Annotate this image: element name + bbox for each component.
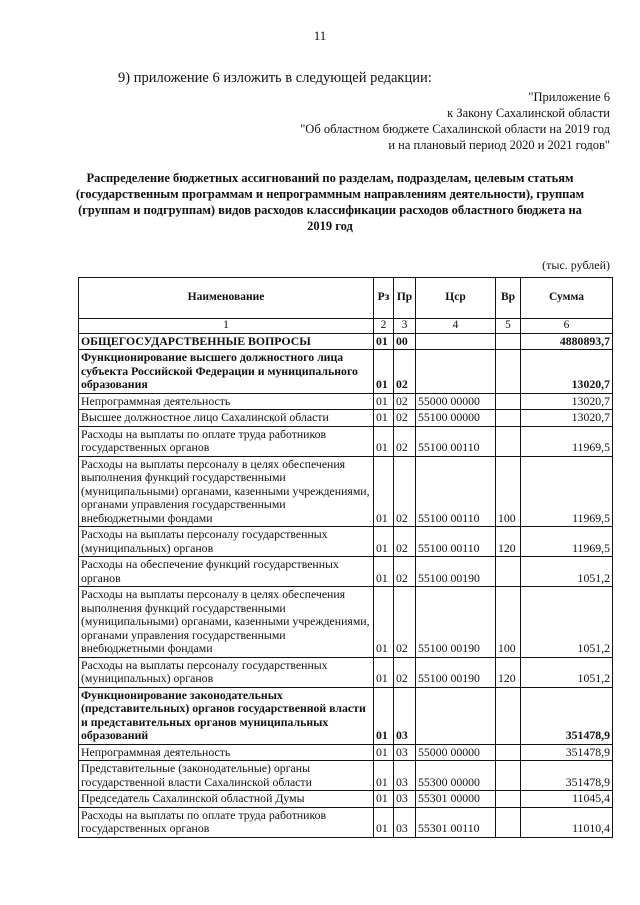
column-number: 5	[496, 319, 521, 334]
annex-line: "Приложение 6	[528, 90, 610, 104]
annex-line: "Об областном бюджете Сахалинской области на 2019 год	[300, 122, 610, 136]
table-body	[79, 333, 613, 837]
header-csr: Цср	[416, 278, 496, 319]
cell-name: Расходы на обеспечение функций государственных органов	[79, 557, 374, 587]
table-row	[79, 657, 613, 687]
cell-name: Высшее должностное лицо Сахалинской области	[79, 410, 374, 427]
column-number-row	[79, 319, 613, 334]
table-row	[79, 527, 613, 557]
cell-rz: 01	[374, 687, 394, 744]
cell-sum: 11969,5	[521, 456, 613, 527]
cell-csr: 55100 00110	[416, 456, 496, 527]
table-row	[79, 393, 613, 410]
column-number: 1	[79, 319, 374, 334]
cell-csr: 55100 00110	[416, 527, 496, 557]
cell-pr: 02	[394, 557, 416, 587]
cell-csr	[416, 687, 496, 744]
table-row	[79, 456, 613, 527]
cell-name: Представительные (законодательные) органы государственной власти Сахалинской области	[79, 761, 374, 791]
table-row	[79, 807, 613, 837]
cell-csr: 55000 00000	[416, 393, 496, 410]
cell-sum: 1051,2	[521, 557, 613, 587]
cell-sum: 351478,9	[521, 687, 613, 744]
cell-pr: 03	[394, 744, 416, 761]
cell-rz: 01	[374, 527, 394, 557]
cell-sum: 11010,4	[521, 807, 613, 837]
cell-csr: 55301 00000	[416, 791, 496, 808]
cell-csr	[416, 333, 496, 350]
cell-csr: 55100 00190	[416, 557, 496, 587]
cell-vr	[496, 807, 521, 837]
cell-rz: 01	[374, 426, 394, 456]
table-row	[79, 557, 613, 587]
cell-vr	[496, 557, 521, 587]
table-row	[79, 761, 613, 791]
table-row	[79, 410, 613, 427]
cell-pr: 03	[394, 791, 416, 808]
intro-text: 9) приложение 6 изложить в следующей редакции:	[118, 70, 432, 86]
table-row	[79, 687, 613, 744]
cell-sum: 11045,4	[521, 791, 613, 808]
cell-pr: 02	[394, 350, 416, 394]
cell-name: Функционирование законодательных (представительных) органов государственной власти и представительных органов муниципальных образований	[79, 687, 374, 744]
header-name: Наименование	[79, 278, 374, 319]
cell-rz: 01	[374, 410, 394, 427]
cell-pr: 02	[394, 657, 416, 687]
column-number: 4	[416, 319, 496, 334]
cell-sum: 351478,9	[521, 744, 613, 761]
cell-name: Расходы на выплаты персоналу в целях обеспечения выполнения функций государственными (муниципальными) органами, казенными учреждениями, органами управления государственными внебюджетными фондами	[79, 587, 374, 658]
cell-vr	[496, 761, 521, 791]
cell-vr	[496, 350, 521, 394]
cell-name: Непрограммная деятельность	[79, 393, 374, 410]
budget-table	[78, 277, 613, 838]
cell-rz: 01	[374, 350, 394, 394]
column-number: 3	[394, 319, 416, 334]
cell-name: Расходы на выплаты персоналу государственных (муниципальных) органов	[79, 657, 374, 687]
table-row	[79, 587, 613, 658]
annex-line: и на плановый период 2020 и 2021 годов"	[388, 138, 610, 152]
header-sum: Сумма	[521, 278, 613, 319]
cell-name: Непрограммная деятельность	[79, 744, 374, 761]
units-label: (тыс. рублей)	[542, 258, 610, 272]
cell-sum: 4880893,7	[521, 333, 613, 350]
cell-sum: 11969,5	[521, 426, 613, 456]
table-header-row	[79, 278, 613, 319]
cell-rz: 01	[374, 807, 394, 837]
page-number: 11	[313, 28, 327, 43]
cell-rz: 01	[374, 587, 394, 658]
cell-vr: 120	[496, 657, 521, 687]
cell-name: Расходы на выплаты по оплате труда работников государственных органов	[79, 807, 374, 837]
cell-csr: 55301 00110	[416, 807, 496, 837]
table-row	[79, 791, 613, 808]
cell-csr: 55000 00000	[416, 744, 496, 761]
cell-vr: 100	[496, 456, 521, 527]
cell-vr	[496, 333, 521, 350]
cell-name: ОБЩЕГОСУДАРСТВЕННЫЕ ВОПРОСЫ	[79, 333, 374, 350]
cell-sum: 11969,5	[521, 527, 613, 557]
cell-name: Расходы на выплаты персоналу в целях обеспечения выполнения функций государственными (муниципальными) органами, казенными учреждениями, органами управления государственными внебюджетными фондами	[79, 456, 374, 527]
cell-rz: 01	[374, 393, 394, 410]
cell-pr: 02	[394, 426, 416, 456]
cell-sum: 1051,2	[521, 587, 613, 658]
cell-csr: 55100 00190	[416, 657, 496, 687]
cell-pr: 02	[394, 410, 416, 427]
cell-rz: 01	[374, 791, 394, 808]
table-row	[79, 744, 613, 761]
document-title: Распределение бюджетных ассигнований по разделам, подразделам, целевым статьям (государственным программам и непрограммным направлениям деятельности), группам (группам и подгруппам) видов расходов классификации расходов областного бюджета на 2019 год	[75, 171, 585, 233]
cell-pr: 02	[394, 456, 416, 527]
cell-vr	[496, 687, 521, 744]
header-vr: Вр	[496, 278, 521, 319]
cell-rz: 01	[374, 456, 394, 527]
cell-vr	[496, 393, 521, 410]
cell-name: Председатель Сахалинской областной Думы	[79, 791, 374, 808]
cell-pr: 03	[394, 687, 416, 744]
cell-pr: 03	[394, 761, 416, 791]
cell-vr	[496, 410, 521, 427]
cell-rz: 01	[374, 333, 394, 350]
cell-rz: 01	[374, 657, 394, 687]
cell-pr: 00	[394, 333, 416, 350]
cell-name: Расходы на выплаты персоналу государственных (муниципальных) органов	[79, 527, 374, 557]
cell-vr	[496, 426, 521, 456]
annex-reference	[300, 89, 610, 153]
cell-sum: 13020,7	[521, 350, 613, 394]
cell-rz: 01	[374, 744, 394, 761]
cell-vr: 100	[496, 587, 521, 658]
cell-pr: 02	[394, 527, 416, 557]
cell-csr: 55300 00000	[416, 761, 496, 791]
cell-name: Функционирование высшего должностного лица субъекта Российской Федерации и муниципального образования	[79, 350, 374, 394]
cell-sum: 13020,7	[521, 410, 613, 427]
cell-name: Расходы на выплаты по оплате труда работников государственных органов	[79, 426, 374, 456]
table-row	[79, 426, 613, 456]
cell-rz: 01	[374, 761, 394, 791]
cell-csr: 55100 00110	[416, 426, 496, 456]
cell-rz: 01	[374, 557, 394, 587]
cell-pr: 02	[394, 393, 416, 410]
cell-sum: 13020,7	[521, 393, 613, 410]
cell-csr	[416, 350, 496, 394]
cell-sum: 351478,9	[521, 761, 613, 791]
header-rz: Рз	[374, 278, 394, 319]
cell-pr: 02	[394, 587, 416, 658]
header-pr: Пр	[394, 278, 416, 319]
cell-csr: 55100 00000	[416, 410, 496, 427]
table-row	[79, 350, 613, 394]
column-number: 2	[374, 319, 394, 334]
cell-vr	[496, 791, 521, 808]
annex-line: к Закону Сахалинской области	[447, 106, 610, 120]
column-number: 6	[521, 319, 613, 334]
table-row	[79, 333, 613, 350]
cell-sum: 1051,2	[521, 657, 613, 687]
cell-vr	[496, 744, 521, 761]
cell-csr: 55100 00190	[416, 587, 496, 658]
cell-vr: 120	[496, 527, 521, 557]
cell-pr: 03	[394, 807, 416, 837]
